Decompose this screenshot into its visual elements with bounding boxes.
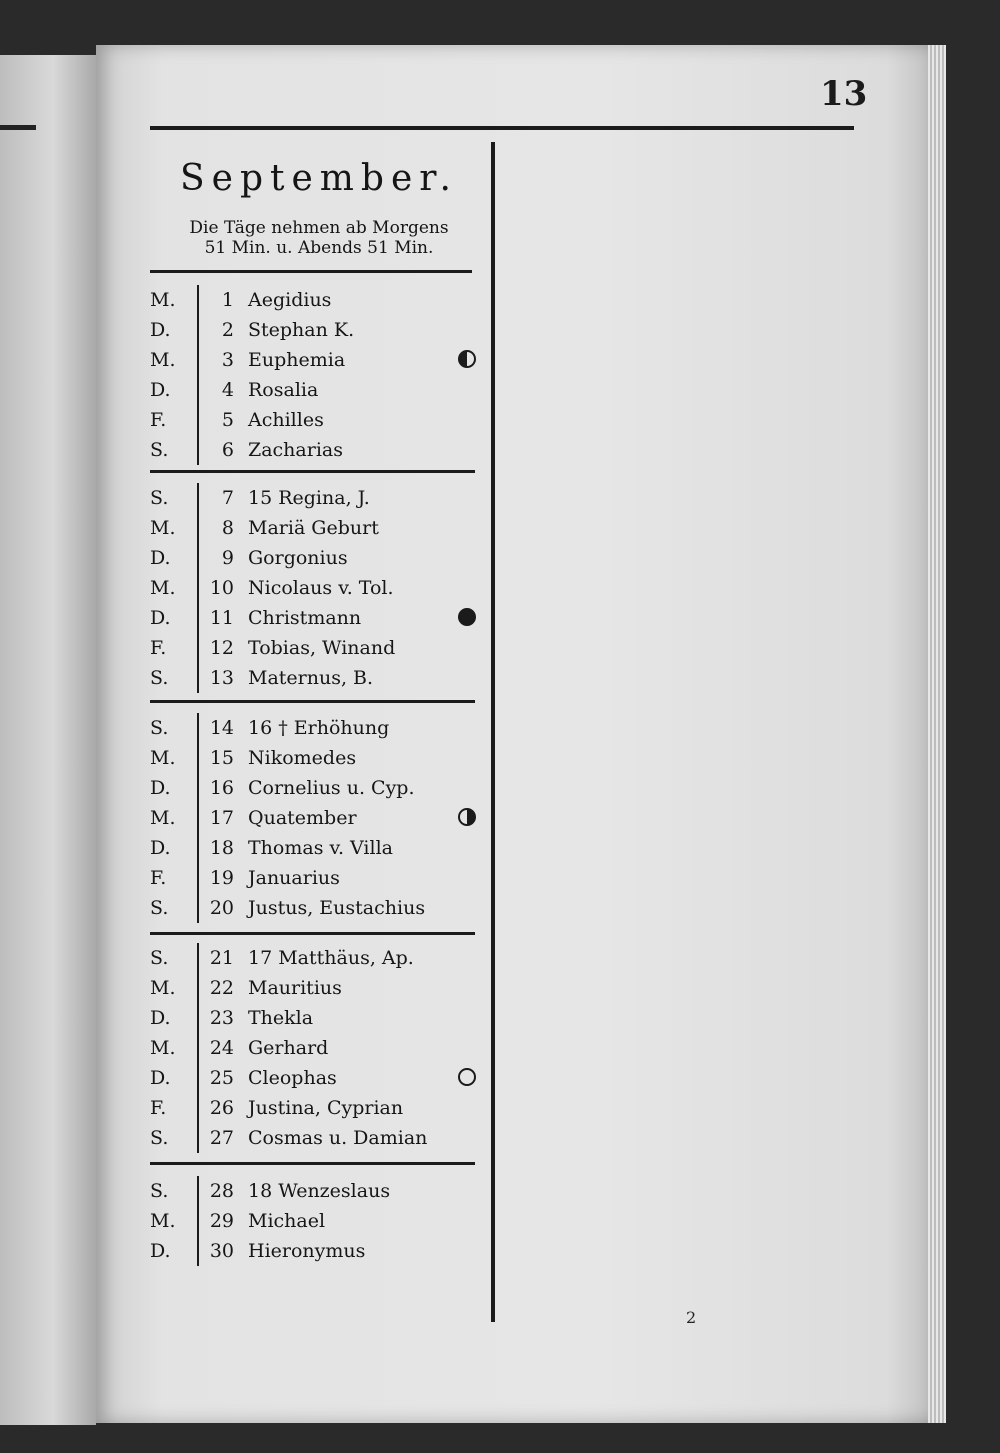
day-row [150,513,480,543]
day-number: 21 [209,947,234,969]
weekday-abbr: S. [150,439,169,461]
weekday-abbr: F. [150,409,167,431]
day-row [150,833,480,863]
weekday-abbr: D. [150,837,171,859]
saint-name: Justina, Cyprian [248,1097,404,1119]
saint-name: Tobias, Winand [248,637,396,659]
day-number: 9 [221,547,234,569]
day-row [150,973,480,1003]
saint-name: Christmann [248,607,362,629]
day-number: 29 [209,1210,234,1232]
day-number: 8 [221,517,234,539]
day-row [150,863,480,893]
saint-name: Stephan K. [248,319,355,341]
column-divider [491,142,495,1322]
weekday-abbr: M. [150,807,176,829]
day-number: 22 [209,977,234,999]
weekday-abbr: D. [150,607,171,629]
weekday-abbr: S. [150,947,169,969]
day-row [150,633,480,663]
day-row [150,405,480,435]
left-page-rule [0,125,36,130]
weekday-abbr: F. [150,867,167,889]
moon-phase-icon [458,1068,476,1086]
saint-name: 15 Regina, J. [248,487,370,509]
saint-name: Thomas v. Villa [248,837,393,859]
day-number: 7 [221,487,234,509]
weekday-abbr: F. [150,637,167,659]
saint-name: Michael [248,1210,326,1232]
saint-name: Januarius [248,867,340,889]
day-number: 14 [209,717,234,739]
moon-phase-icon [458,350,476,368]
day-number: 27 [209,1127,234,1149]
weekday-abbr: D. [150,777,171,799]
weekday-abbr: D. [150,379,171,401]
top-rule [150,126,854,130]
weekday-abbr: F. [150,1097,167,1119]
day-number: 4 [221,379,234,401]
day-number: 24 [209,1037,234,1059]
day-row [150,743,480,773]
saint-name: Thekla [248,1007,314,1029]
saint-name: Quatember [248,807,357,829]
saint-name: Hieronymus [248,1240,366,1262]
day-row [150,1206,480,1236]
weekday-abbr: M. [150,747,176,769]
saint-name: Cosmas u. Damian [248,1127,428,1149]
saint-name: Gerhard [248,1037,329,1059]
saint-name: Nicolaus v. Tol. [248,577,394,599]
week-block [150,713,480,923]
left-page-edge [0,55,96,1425]
weekday-abbr: S. [150,1180,169,1202]
week-rule [150,932,475,935]
day-row [150,375,480,405]
saint-name: Achilles [248,409,324,431]
day-number: 19 [209,867,234,889]
weekday-abbr: M. [150,517,176,539]
day-number: 16 [209,777,234,799]
weekday-abbr: D. [150,1067,171,1089]
day-number: 3 [221,349,234,371]
saint-name: Mauritius [248,977,342,999]
day-row [150,435,480,465]
saint-name: 17 Matthäus, Ap. [248,947,414,969]
day-length-line-2: 51 Min. u. Abends 51 Min. [204,238,434,258]
day-row [150,773,480,803]
week-rule [150,470,475,473]
weekday-abbr: M. [150,577,176,599]
saint-name: Gorgonius [248,547,348,569]
moon-phase-icon [458,608,476,626]
saint-name: 18 Wenzeslaus [248,1180,391,1202]
day-number: 17 [209,807,234,829]
weekday-abbr: D. [150,319,171,341]
weekday-abbr: M. [150,1037,176,1059]
weekday-abbr: D. [150,1240,171,1262]
day-row [150,1176,480,1206]
week-block [150,1176,480,1266]
weekday-abbr: M. [150,289,176,311]
day-number: 23 [209,1007,234,1029]
day-row [150,1003,480,1033]
weekday-abbr: S. [150,1127,169,1149]
saint-name: Euphemia [248,349,346,371]
month-title: September. [180,158,458,199]
day-row [150,603,480,633]
weekday-abbr: S. [150,487,169,509]
saint-name: Zacharias [248,439,343,461]
day-length-line-1: Die Täge nehmen ab Morgens [189,218,449,238]
header-rule [150,270,472,273]
week-rule [150,700,475,703]
day-row [150,1063,480,1093]
saint-name: Cornelius u. Cyp. [248,777,415,799]
weekday-abbr: M. [150,1210,176,1232]
day-row [150,285,480,315]
day-row [150,1093,480,1123]
page-stack-edge [928,45,946,1423]
weekday-abbr: S. [150,667,169,689]
day-row [150,483,480,513]
week-block [150,285,480,465]
signature-mark: 2 [686,1308,697,1327]
weekday-abbr: D. [150,547,171,569]
weekday-abbr: D. [150,1007,171,1029]
weekday-abbr: M. [150,977,176,999]
saint-name: Mariä Geburt [248,517,379,539]
saint-name: Rosalia [248,379,319,401]
saint-name: 16 † Erhöhung [248,717,390,739]
day-number: 18 [209,837,234,859]
day-number: 15 [209,747,234,769]
week-block [150,943,480,1153]
saint-name: Aegidius [248,289,332,311]
day-number: 30 [209,1240,234,1262]
day-number: 12 [209,637,234,659]
day-row [150,943,480,973]
day-row [150,803,480,833]
day-row [150,543,480,573]
day-row [150,713,480,743]
weekday-abbr: M. [150,349,176,371]
weekday-abbr: S. [150,897,169,919]
week-block [150,483,480,693]
saint-name: Justus, Eustachius [248,897,426,919]
day-row [150,893,480,923]
day-number: 25 [209,1067,234,1089]
day-number: 6 [221,439,234,461]
week-rule [150,1162,475,1165]
day-row [150,345,480,375]
day-number: 5 [221,409,234,431]
weekday-abbr: S. [150,717,169,739]
page-number: 13 [820,74,868,114]
day-row [150,1236,480,1266]
day-number: 20 [209,897,234,919]
day-row [150,1123,480,1153]
moon-phase-icon [458,808,476,826]
day-number: 1 [221,289,234,311]
day-number: 11 [209,607,234,629]
day-number: 13 [209,667,234,689]
saint-name: Nikomedes [248,747,357,769]
saint-name: Cleophas [248,1067,337,1089]
day-number: 28 [209,1180,234,1202]
day-row [150,1033,480,1063]
day-row [150,663,480,693]
day-number: 2 [221,319,234,341]
day-row [150,573,480,603]
day-number: 10 [209,577,234,599]
day-row [150,315,480,345]
day-number: 26 [209,1097,234,1119]
saint-name: Maternus, B. [248,667,374,689]
day-length-note [150,218,488,258]
